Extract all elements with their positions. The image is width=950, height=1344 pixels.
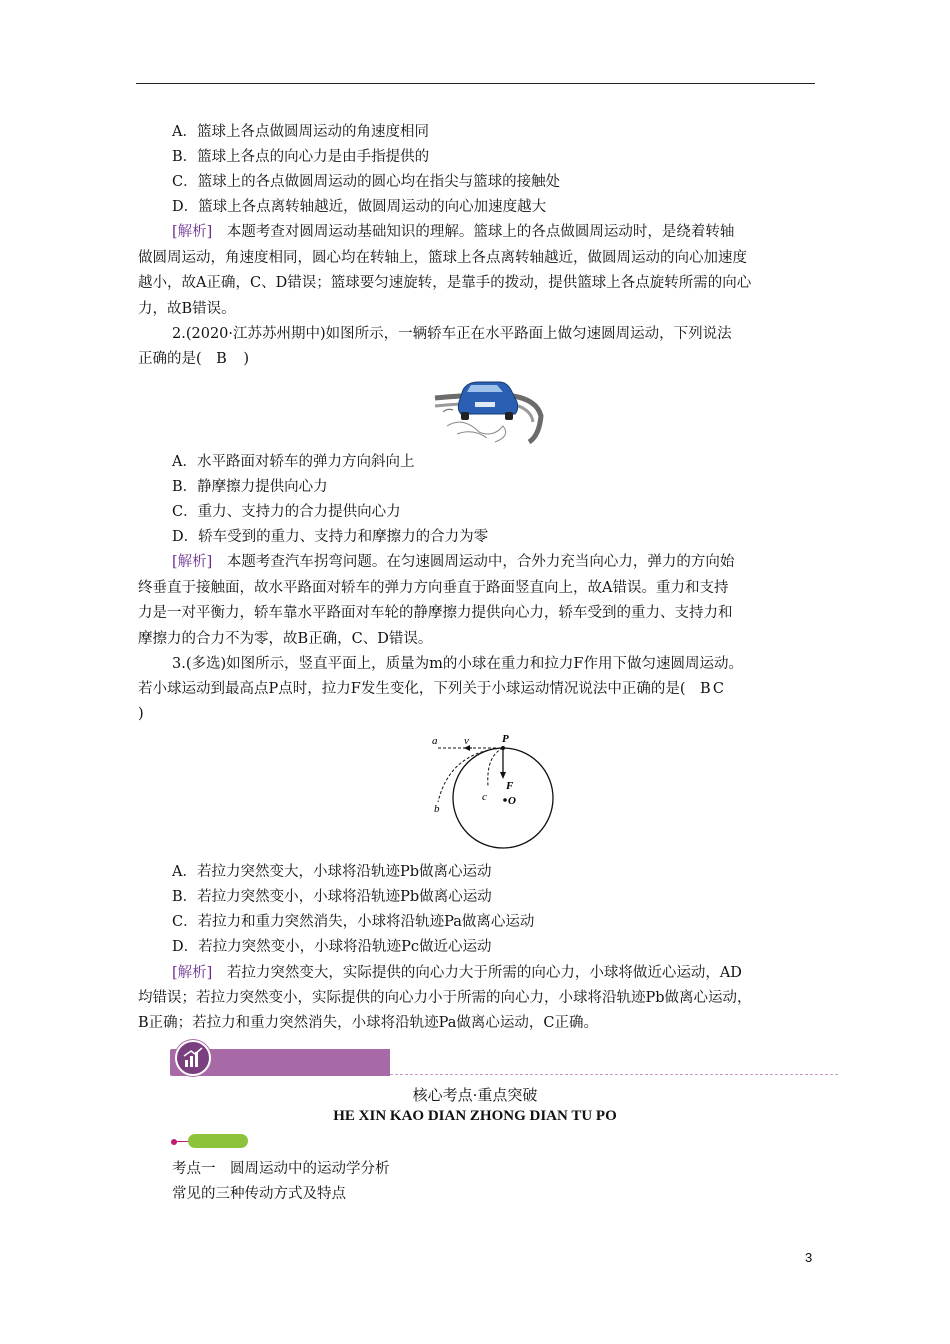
page-number: 3 [805, 1250, 813, 1265]
q3-option-c: C．若拉力和重力突然消失，小球将沿轨迹Pa做离心运动 [172, 914, 535, 930]
q3-analysis-line2: 均错误；若拉力突然变小，实际提供的向心力小于所需的向心力，小球将沿轨迹Pb做离心运动， [138, 990, 752, 1006]
q1-option-c: C．篮球上的各点做圆周运动的圆心均在指尖与篮球的接触处 [172, 174, 561, 190]
q1-analysis-line1: [解析] 本题考查对圆周运动基础知识的理解。篮球上的各点做圆周运动时，是绕着转轴 [172, 224, 735, 240]
q2-analysis-line2: 终垂直于接触面，故水平路面对轿车的弹力方向垂直于路面竖直向上，故A错误。重力和支持 [138, 580, 729, 596]
q3-analysis-line3: B正确；若拉力和重力突然消失，小球将沿轨迹Pa做离心运动，C正确。 [138, 1015, 598, 1031]
q2-stem-line1: 2.(2020·江苏苏州期中)如图所示，一辆轿车正在水平路面上做匀速圆周运动，下列说法 [172, 326, 732, 342]
q3-option-b: B．若拉力突然变小，小球将沿轨迹Pb做离心运动 [172, 889, 492, 905]
fig-label-c: c [482, 791, 487, 803]
q1-option-b: B．篮球上各点的向心力是由手指提供的 [172, 149, 430, 165]
q2-option-b: B．静摩擦力提供向心力 [172, 479, 328, 495]
q2-analysis-line3: 力是一对平衡力，轿车靠水平路面对车轮的静摩擦力提供向心力，轿车受到的重力、支持力和 [138, 605, 733, 621]
topic-marker-dot [171, 1139, 177, 1145]
section-dashed-rule [390, 1074, 838, 1075]
fig-label-v: v [464, 735, 469, 747]
q1-analysis-line2: 做圆周运动，角速度相同，圆心均在转轴上，篮球上各点离转轴越近，做圆周运动的向心加速度 [138, 250, 747, 266]
q3-stem-line2: 若小球运动到最高点P点时，拉力F发生变化，下列关于小球运动情况说法中正确的是( BC [138, 681, 727, 697]
analysis-label: [解析] [172, 554, 213, 570]
car-figure [433, 376, 545, 444]
q2-analysis-line1: [解析] 本题考查汽车拐弯问题。在匀速圆周运动中，合外力充当向心力，弹力的方向始 [172, 554, 735, 570]
header-rule [136, 83, 815, 84]
fig-label-f: F [506, 780, 514, 792]
fig-label-a: a [432, 735, 438, 747]
analysis-label: [解析] [172, 224, 213, 240]
fig-label-b: b [434, 803, 440, 815]
q2-analysis-line4: 摩擦力的合力不为零，故B正确，C、D错误。 [138, 631, 433, 647]
q3-analysis-line1: [解析] 若拉力突然变大，实际提供的向心力大于所需的向心力，小球将做近心运动，AD [172, 965, 742, 981]
topic-heading: 考点一 圆周运动中的运动学分析 [172, 1161, 390, 1177]
section-pinyin: HE XIN KAO DIAN ZHONG DIAN TU PO [333, 1108, 617, 1124]
q2-option-d: D．轿车受到的重力、支持力和摩擦力的合力为零 [172, 529, 489, 545]
subtopic-heading: 常见的三种传动方式及特点 [172, 1186, 346, 1202]
q2-option-a: A．水平路面对轿车的弹力方向斜向上 [172, 454, 415, 470]
q2-stem-line2: 正确的是( B ) [138, 351, 249, 367]
q3-option-d: D．若拉力突然变小，小球将沿轨迹Pc做近心运动 [172, 939, 492, 955]
circle-motion-figure [420, 728, 566, 854]
q3-answer: BC [699, 681, 727, 697]
q1-analysis-line4: 力，故B错误。 [138, 301, 236, 317]
q1-option-d: D．篮球上各点离转轴越近，做圆周运动的向心加速度越大 [172, 199, 547, 215]
q2-option-c: C．重力、支持力的合力提供向心力 [172, 504, 401, 520]
q3-stem-line1: 3.(多选)如图所示，竖直平面上，质量为m的小球在重力和拉力F作用下做匀速圆周运动。 [172, 656, 743, 672]
analysis-label: [解析] [172, 965, 213, 981]
chart-icon [175, 1040, 211, 1076]
fig-label-o: O [508, 795, 516, 807]
q1-option-a: A．篮球上各点做圆周运动的角速度相同 [172, 124, 429, 140]
fig-label-p: P [502, 733, 509, 745]
q2-answer: B [216, 351, 229, 367]
topic-marker-pill [188, 1134, 248, 1148]
section-title: 核心考点·重点突破 [412, 1086, 538, 1104]
q1-analysis-line3: 越小，故A正确，C、D错误；篮球要匀速旋转，是靠手的拨动，提供篮球上各点旋转所需的向心 [138, 275, 752, 291]
q3-option-a: A．若拉力突然变大，小球将沿轨迹Pb做离心运动 [172, 864, 492, 880]
q3-stem-line3: ) [138, 706, 144, 722]
